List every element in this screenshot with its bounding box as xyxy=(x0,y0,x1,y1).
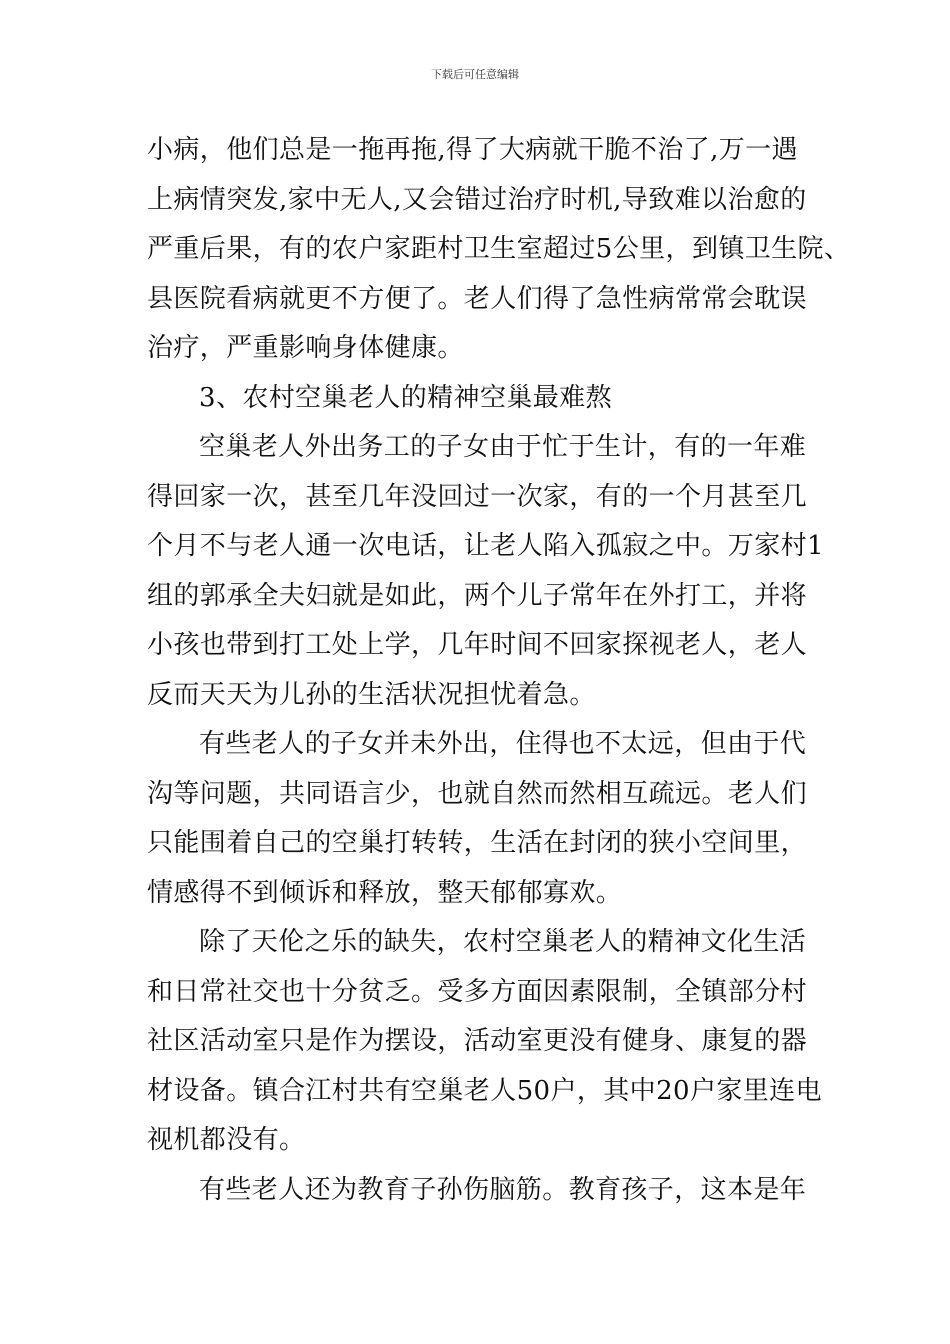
document-body xyxy=(147,126,851,1215)
text-line: 治疗，严重影响身体健康。 xyxy=(147,333,464,363)
text-line: 县医院看病就更不方便了。老人们得了急性病常常会耽误 xyxy=(147,283,808,314)
text-line: 除了天伦之乐的缺失，农村空巢老人的精神文化生活 xyxy=(199,927,807,957)
text-line: 社区活动室只是作为摆设，活动室更没有健身、康复的器 xyxy=(147,1026,808,1056)
text-line: 得回家一次，甚至几年没回过一次家，有的一个月甚至几 xyxy=(147,481,808,512)
text-line: 视机都没有。 xyxy=(147,1125,306,1155)
text-line: 和日常社交也十分贫乏。受多方面因素限制，全镇部分村 xyxy=(147,976,808,1007)
text-line: 严重后果，有的农户家距村卫生室超过5公里，到镇卫生院、 xyxy=(147,234,851,264)
text-line: 有些老人还为教育子孙伤脑筋。教育孩子，这本是年 xyxy=(199,1174,807,1205)
text-line: 上病情突发,家中无人,又会错过治疗时机,导致难以治愈的 xyxy=(147,184,807,215)
text-line: 个月不与老人通一次电话，让老人陷入孤寂之中。万家村1 xyxy=(147,531,824,561)
text-line: 只能围着自己的空巢打转转，生活在封闭的狭小空间里， xyxy=(147,828,808,858)
text-line: 沟等问题，共同语言少，也就自然而然相互疏远。老人们 xyxy=(147,778,808,809)
text-line: 小孩也带到打工处上学，几年时间不回家探视老人，老人 xyxy=(147,630,808,660)
text-line: 空巢老人外出务工的子女由于忙于生计，有的一年难 xyxy=(199,432,807,462)
text-line: 3、农村空巢老人的精神空巢最难熬 xyxy=(199,382,612,413)
page-header: 下载后可任意编辑 xyxy=(431,68,519,81)
text-line: 有些老人的子女并未外出，住得也不太远，但由于代 xyxy=(199,729,807,759)
text-line: 小病，他们总是一拖再拖,得了大病就干脆不治了,万一遇 xyxy=(147,135,798,165)
text-line: 材设备。镇合江村共有空巢老人50户，其中20户家里连电 xyxy=(147,1075,822,1106)
text-line: 情感得不到倾诉和释放，整天郁郁寡欢。 xyxy=(147,877,623,908)
text-line: 组的郭承全夫妇就是如此，两个儿子常年在外打工，并将 xyxy=(147,580,808,611)
text-line: 反而天天为儿孙的生活状况担忧着急。 xyxy=(147,679,596,710)
